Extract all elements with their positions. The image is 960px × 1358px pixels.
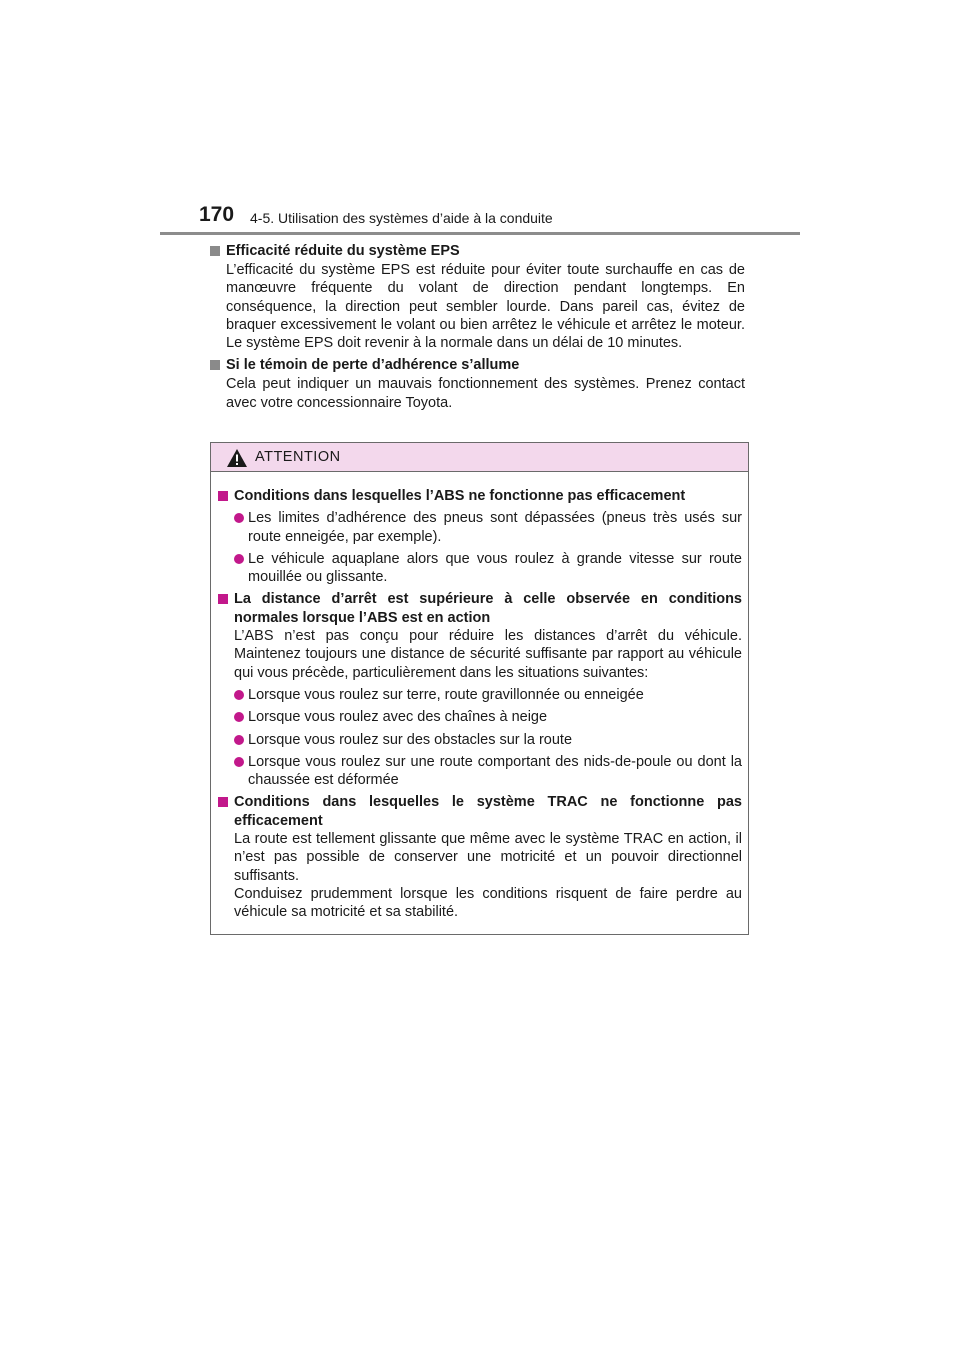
section-eps-text: L’efficacité du système EPS est réduite pour éviter toute surchauffe en cas de manœuvre fréquente du volant de direction pendant longtemps. En conséquence, la direction peut sembler lourde. Dans pareil cas, évitez de braquer excessivement le volant ou bien arrêtez le véhicule et arrêtez le moteur. Le système EPS doit revenir à la normale dans un délai de 10 minutes.: [226, 262, 745, 352]
dot-bullet-icon: [234, 513, 244, 523]
dot-bullet-icon: [234, 735, 244, 745]
attention-label: ATTENTION: [255, 449, 341, 465]
square-bullet-icon: [210, 360, 220, 370]
attention-header: [211, 443, 748, 472]
section-slip-indicator: [210, 356, 745, 412]
attention-block-trac: [218, 793, 742, 921]
dot-bullet-icon: [234, 690, 244, 700]
square-bullet-icon: [218, 797, 228, 807]
dot-bullet-icon: [234, 712, 244, 722]
list-item: Lorsque vous roulez sur une route comportant des nids-de-poule ou dont la chaussée est déformée: [218, 753, 742, 790]
attention-block-title: La distance d’arrêt est supérieure à celle observée en conditions normales lorsque l’ABS est en action: [218, 590, 742, 627]
section-slip-indicator-title: Si le témoin de perte d’adhérence s’allume: [210, 356, 745, 375]
attention-block-stopping-distance: [218, 590, 742, 789]
section-eps: [210, 242, 745, 352]
attention-block-text: La route est tellement glissante que même avec le système TRAC en action, il n’est pas possible de conserver une motricité et un pouvoir directionnel suffisants.: [234, 831, 742, 884]
dot-bullet-icon: [234, 757, 244, 767]
attention-block-text: L’ABS n’est pas conçu pour réduire les distances d’arrêt du véhicule. Maintenez toujours une distance de sécurité suffisante par rapport au véhicule qui vous précède, particulièrement dans les situations suivantes:: [234, 628, 742, 681]
list-item: Les limites d’adhérence des pneus sont dépassées (pneus très usés sur route enneigée, par exemple).: [218, 509, 742, 546]
square-bullet-icon: [210, 246, 220, 256]
page-header: [160, 203, 800, 235]
warning-triangle-icon: [226, 448, 248, 468]
main-content: [210, 242, 745, 412]
list-item: Le véhicule aquaplane alors que vous roulez à grande vitesse sur route mouillée ou glissante.: [218, 550, 742, 587]
attention-body: [211, 472, 748, 922]
section-eps-title: Efficacité réduite du système EPS: [210, 242, 745, 261]
attention-block-title: Conditions dans lesquelles le système TRAC ne fonctionne pas efficacement: [218, 793, 742, 830]
list-item: Lorsque vous roulez sur des obstacles sur la route: [218, 731, 742, 749]
attention-block-title: Conditions dans lesquelles l’ABS ne fonctionne pas efficacement: [218, 487, 742, 505]
section-slip-indicator-text: Cela peut indiquer un mauvais fonctionnement des systèmes. Prenez contact avec votre concessionnaire Toyota.: [226, 376, 745, 411]
attention-box: [210, 442, 749, 935]
attention-block-abs: [218, 487, 742, 586]
dot-bullet-icon: [234, 554, 244, 564]
list-item: Lorsque vous roulez avec des chaînes à neige: [218, 708, 742, 726]
attention-block-text: Conduisez prudemment lorsque les conditions risquent de faire perdre au véhicule sa motricité et sa stabilité.: [234, 885, 742, 921]
list-item: Lorsque vous roulez sur terre, route gravillonnée ou enneigée: [218, 686, 742, 704]
section-title: 4-5. Utilisation des systèmes d’aide à la conduite: [250, 210, 553, 226]
page-number: 170: [199, 203, 235, 226]
square-bullet-icon: [218, 491, 228, 501]
square-bullet-icon: [218, 594, 228, 604]
header-rule: [160, 232, 800, 235]
